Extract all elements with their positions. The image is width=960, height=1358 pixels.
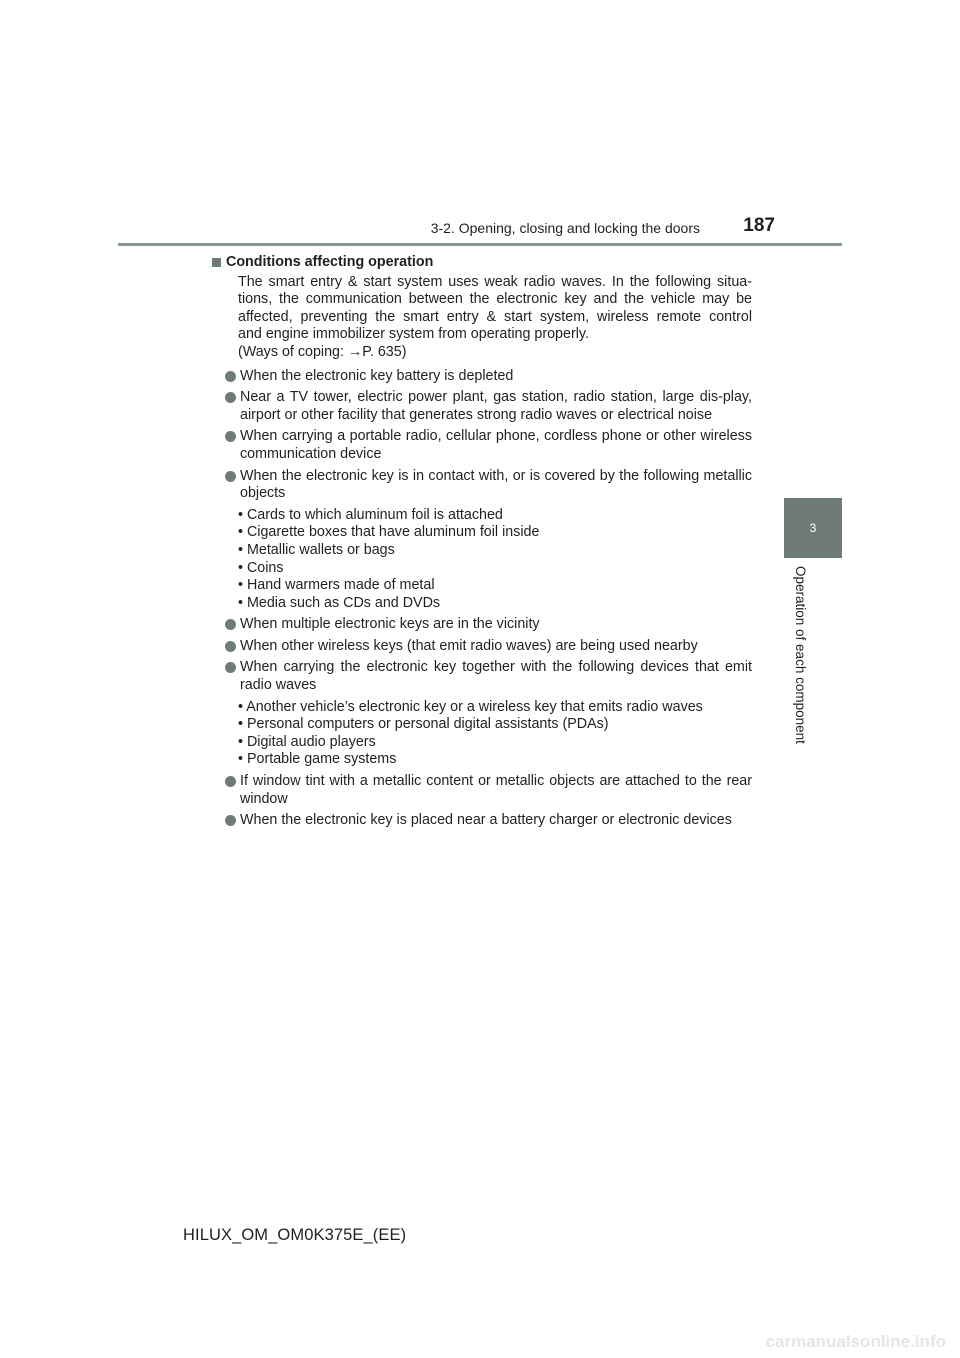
condition-text: When the electronic key is in contact with, or is covered by the following metallic objects (240, 467, 752, 502)
condition-item (212, 468, 752, 503)
section-heading-text: Conditions affecting operation (226, 254, 434, 270)
chapter-tab-title: Operation of each component (793, 566, 808, 744)
sub-list-item: • Hand warmers made of metal (238, 577, 435, 594)
sub-list-item: • Metallic wallets or bags (238, 541, 395, 558)
condition-item (212, 773, 752, 808)
page-number: 187 (743, 215, 775, 236)
round-bullet-icon (225, 431, 236, 442)
square-bullet-icon (212, 258, 221, 267)
round-bullet-icon (225, 815, 236, 826)
intro-paragraph (238, 274, 752, 362)
sub-list-item: • Cigarette boxes that have aluminum foil inside (238, 524, 540, 541)
round-bullet-icon (225, 641, 236, 652)
document-code: HILUX_OM_OM0K375E_(EE) (183, 1226, 407, 1244)
condition-text: Near a TV tower, electric power plant, gas station, radio station, large dis-play, airport or other facility that generates strong radio waves or electrical noise (240, 389, 752, 423)
round-bullet-icon (225, 619, 236, 630)
round-bullet-icon (225, 662, 236, 673)
condition-text: When other wireless keys (that emit radio waves) are being used nearby (240, 637, 698, 654)
sub-list-item: • Media such as CDs and DVDs (238, 594, 441, 611)
intro-line-reference: (Ways of coping: →P. 635) (238, 343, 407, 360)
chapter-tab-number: 3 (784, 498, 842, 558)
intro-line: and engine immobilizer system from operating properly. (238, 326, 589, 343)
sub-list-item: • Portable game systems (238, 751, 397, 768)
condition-list (212, 368, 752, 830)
round-bullet-icon (225, 471, 236, 482)
condition-text: When carrying a portable radio, cellular phone, cordless phone or other wireless communication device (240, 428, 752, 462)
intro-line: tions, the communication between the electronic key and the vehicle may be (238, 291, 752, 308)
condition-text: If window tint with a metallic content or metallic objects are attached to the rear window (240, 773, 752, 807)
condition-item (212, 368, 752, 386)
condition-item (212, 659, 752, 694)
intro-line: The smart entry & start system uses weak radio waves. In the following situa- (238, 273, 752, 290)
sub-list-item: • Another vehicle’s electronic key or a wireless key that emits radio waves (238, 698, 703, 715)
header-divider (118, 243, 842, 246)
condition-item (212, 428, 752, 463)
page-content (212, 254, 752, 830)
condition-text: When the electronic key is placed near a battery charger or electronic devices (240, 812, 732, 829)
round-bullet-icon (225, 392, 236, 403)
section-title: 3-2. Opening, closing and locking the doors (430, 220, 700, 236)
sub-list-item: • Coins (238, 559, 284, 576)
condition-text: When multiple electronic keys are in the vicinity (240, 616, 540, 633)
sub-list-item: • Digital audio players (238, 733, 376, 750)
sub-list (238, 699, 752, 769)
watermark: carmanualsonline.info (765, 1332, 946, 1351)
condition-item (212, 812, 752, 830)
round-bullet-icon (225, 371, 236, 382)
round-bullet-icon (225, 776, 236, 787)
condition-item (212, 389, 752, 424)
sub-list (238, 507, 752, 613)
section-heading (212, 254, 752, 272)
intro-line: affected, preventing the smart entry & start system, wireless remote control (238, 308, 752, 325)
condition-text: When carrying the electronic key together with the following devices that emit radio waves (240, 659, 752, 694)
condition-item (212, 616, 752, 634)
condition-text: When the electronic key battery is depleted (240, 367, 514, 384)
sub-list-item: • Personal computers or personal digital assistants (PDAs) (238, 716, 609, 733)
condition-item (212, 638, 752, 656)
sub-list-item: • Cards to which aluminum foil is attached (238, 506, 503, 523)
